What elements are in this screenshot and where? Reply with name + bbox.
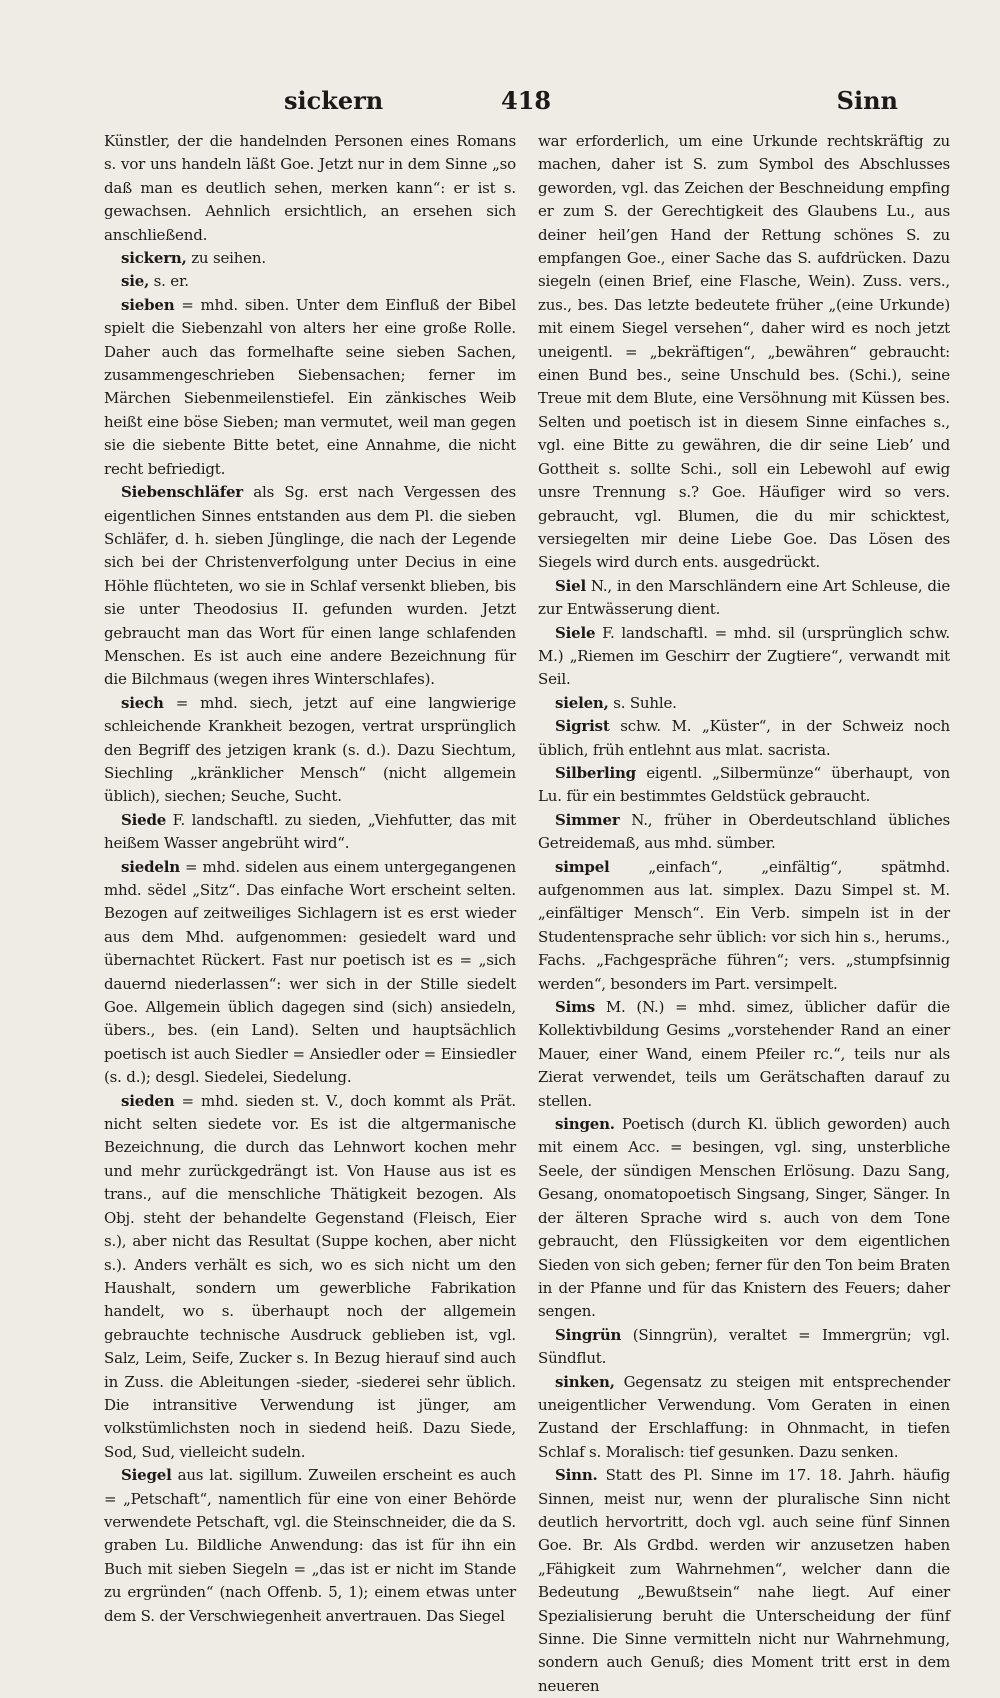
left-column xyxy=(104,130,516,1628)
entry-headword: Simmer xyxy=(555,810,620,829)
running-header xyxy=(106,86,942,126)
entry-text: (Sinngrün), veraltet = Immergrün; vgl. Sündflut. xyxy=(538,1325,950,1368)
left-running-headword: sickern xyxy=(284,86,384,115)
dictionary-entry xyxy=(104,294,516,481)
entry-text: Gegensatz zu steigen mit entsprechender uneigentlicher Verwendung. Vom Geraten in einen Zustand der Erschlaffung: in Ohnmacht, in tiefen Schlaf s. Moralisch: tief gesunken. Dazu senken. xyxy=(538,1372,950,1461)
entry-headword: siech xyxy=(121,693,164,712)
dictionary-entry xyxy=(538,692,950,715)
entry-text: = mhd. sidelen aus einem untergegangenen mhd. sëdel „Sitz“. Das einfache Wort erscheint selten. Bezogen auf zeitweiliges Sichlagern ist es erst wieder aus dem Mhd. aufgenommen: gesiedelt ward und übernachtet Rückert. Fast nur poetisch ist es = „sich dauernd niederlassen“: wer sich in der Stille siedelt Goe. Allgemein üblich dagegen sind (sich) ansiedeln, übers., bes. (ein Land). Selten und hauptsächlich poetisch ist auch Siedler = Ansiedler oder = Einsiedler (s. d.); desgl. Siedelei, Siedelung. xyxy=(104,857,516,1087)
entry-headword: Sims xyxy=(555,998,596,1017)
dictionary-entry xyxy=(104,130,516,247)
entry-headword: singen. xyxy=(555,1115,615,1134)
dictionary-entry xyxy=(104,692,516,809)
dictionary-entry xyxy=(538,1113,950,1324)
right-running-headword: Sinn xyxy=(836,86,898,115)
entry-headword: Siel xyxy=(555,576,586,595)
entry-text: N., in den Marschländern eine Art Schleuse, die zur Entwässerung dient. xyxy=(538,576,950,619)
entry-text: „einfach“, „einfältig“, spätmhd. aufgenommen aus lat. simplex. Dazu Simpel st. M. „einfältiger Mensch“. Ein Verb. simpeln ist in der Studentensprache sehr üblich: vor sich hin s., herums., Fachs. „Fachgespräche führen“; vers. „stumpfsinnig werden“, besonders im Part. versimpelt. xyxy=(538,857,950,993)
dictionary-entry xyxy=(104,1090,516,1465)
entry-text: M. (N.) = mhd. simez, üblicher dafür die Kollektivbildung Gesims „vorstehender Rand an einer Mauer, einer Wand, einem Pfeiler rc.“, teils nur als Zierat verwendet, teils um Gerätschaften darauf zu stellen. xyxy=(538,998,950,1110)
entry-headword: sielen, xyxy=(555,693,609,712)
entry-headword: Siede xyxy=(121,810,167,829)
dictionary-entry xyxy=(104,856,516,1090)
dictionary-entry xyxy=(104,481,516,692)
dictionary-entry xyxy=(104,809,516,856)
entry-headword: Siele xyxy=(555,623,596,642)
entry-text: = mhd. siech, jetzt auf eine langwierige schleichende Krankheit bezogen, vertrat ursprünglich den Begriff des jetzigen krank (s. d.). Dazu Siechtum, Siechling „kränklicher Mensch“ (nicht allgemein üblich), siechen; Seuche, Sucht. xyxy=(104,693,516,806)
entry-text: N., früher in Oberdeutschland übliches Getreidemaß, aus mhd. sümber. xyxy=(538,810,950,853)
entry-headword: simpel xyxy=(555,857,610,876)
entry-headword: Sinn. xyxy=(555,1466,598,1485)
entry-text: als Sg. erst nach Vergessen des eigentlichen Sinnes entstanden aus dem Pl. die sieben Schläfer, d. h. sieben Jünglinge, die nach der Legende sich bei der Christenverfolgung unter Decius in eine Höhle flüchteten, wo sie in Schlaf versenkt blieben, bis sie unter Theodosius II. gefunden wurden. Jetzt gebraucht man das Wort für einen lange schlafenden Menschen. Es ist auch eine andere Bezeichnung für die Bilchmaus (wegen ihres Winterschlafes). xyxy=(104,483,516,689)
dictionary-entry xyxy=(538,856,950,996)
dictionary-entry xyxy=(538,1371,950,1465)
entry-headword: sinken, xyxy=(555,1372,615,1391)
entry-headword: Siegel xyxy=(121,1466,172,1485)
dictionary-entry xyxy=(538,1324,950,1371)
entry-text: F. landschaftl. = mhd. sil (ursprünglich schw. M.) „Riemen im Geschirr der Zugtiere“, verwandt mit Seil. xyxy=(538,623,950,689)
entry-text: war erforderlich, um eine Urkunde rechtskräftig zu machen, daher ist S. zum Symbol des Abschlusses geworden, vgl. das Zeichen der Beschneidung empfing er zum S. der Gerechtigkeit des Glaubens Lu., aus deiner heil’gen Hand der Rettung schönes S. zu empfangen Goe., einer Sache das S. aufdrücken. Dazu siegeln (einen Brief, eine Flasche, Wein). Zuss. vers., zus., bes. Das letzte bedeutete früher „(eine Urkunde) mit einem Siegel versehen“, daher wird es noch jetzt uneigentl. = „bekräftigen“, „bewähren“ gebraucht: einen Bund bes., seine Unschuld bes. (Schi.), seine Treue mit dem Blute, eine Versöhnung mit Küssen bes. Selten und poetisch ist in diesem Sinne einfaches s., vgl. eine Bitte zu gewähren, die dir seine Lieb’ und Gottheit s. sollte Schi., soll ein Lebewohl auf ewig unsre Trennung s.? Goe. Häufiger wird so vers. gebraucht, vgl. Blumen, die du mir schicktest, versiegelten mir deine Liebe Goe. Das Lösen des Siegels wird durch ents. ausgedrückt. xyxy=(538,132,950,572)
entry-headword: Sigrist xyxy=(555,717,610,736)
entry-headword: sieben xyxy=(121,295,175,314)
entry-text: schw. M. „Küster“, in der Schweiz noch üblich, früh entlehnt aus mlat. sacrista. xyxy=(538,717,950,759)
dictionary-entry xyxy=(104,247,516,270)
dictionary-entry xyxy=(538,715,950,762)
dictionary-entry xyxy=(104,1464,516,1628)
entry-text: s. Suhle. xyxy=(608,693,677,712)
entry-text: eigentl. „Silbermünze“ überhaupt, von Lu. für ein bestimmtes Geldstück gebraucht. xyxy=(538,763,950,806)
entry-text: Statt des Pl. Sinne im 17. 18. Jahrh. häufig Sinnen, meist nur, wenn der pluralische Sinn nicht deutlich hervortritt, doch vgl. auch seine fünf Sinnen Goe. Br. Als Grdbd. werden wir anzusetzen haben „Fähigkeit zum Wahrnehmen“, welcher dann die Bedeutung „Bewußtsein“ nahe liegt. Auf einer Spezialisierung beruht die Unterscheidung der fünf Sinne. Die Sinne vermitteln nicht nur Wahrnehmung, sondern auch Genuß; dies Moment tritt erst in dem neueren xyxy=(538,1466,950,1695)
right-column xyxy=(538,130,950,1698)
dictionary-entry xyxy=(538,575,950,622)
dictionary-entry xyxy=(538,1464,950,1698)
entry-headword: sie, xyxy=(121,272,150,291)
entry-text: zu seihen. xyxy=(186,249,266,268)
entry-text: s. er. xyxy=(149,272,189,291)
dictionary-entry xyxy=(538,996,950,1113)
entry-headword: sickern, xyxy=(121,249,187,268)
entry-text: Poetisch (durch Kl. üblich geworden) auch mit einem Acc. = besingen, vgl. sing, unsterbliche Seele, der sündigen Menschen Erlösung. Dazu Sang, Gesang, onomatopoetisch Singsang, Singer, Sänger. In der älteren Sprache wird s. auch von dem Tone gebraucht, den Flüssigkeiten vor dem eigentlichen Sieden von sich geben; ferner für den Ton beim Braten in der Pfanne und für das Knistern des Feuers; daher sengen. xyxy=(538,1115,950,1321)
entry-text: F. landschaftl. zu sieden, „Viehfutter, das mit heißem Wasser angebrüht wird“. xyxy=(104,810,516,853)
entry-text: Künstler, der die handelnden Personen eines Romans s. vor uns handeln läßt Goe. Jetzt nur in dem Sinne „so daß man es deutlich sehen, merken kann“: er ist s. gewachsen. Aehnlich ersichtlich, an ersehen sich anschließend. xyxy=(104,132,516,244)
dictionary-entry xyxy=(538,622,950,692)
entry-text: = mhd. sieden st. V., doch kommt als Prät. nicht selten siedete vor. Es ist die altgermanische Bezeichnung, die durch das Lehnwort kochen mehr und mehr zurückgedrängt ist. Von Hause aus ist es trans., auf die menschliche Thätigkeit bezogen. Als Obj. steht der behandelte Gegenstand (Fleisch, Eier s.), aber nicht das Resultat (Suppe kochen, aber nicht s.). Anders verhält es sich, wo es sich nicht um den Haushalt, sondern um gewerbliche Fabrikation handelt, wo s. überhaupt noch der allgemein gebrauchte technische Ausdruck geblieben ist, vgl. Salz, Leim, Seife, Zucker s. In Bezug hierauf sind auch in Zuss. die Ableitungen -sieder, -siederei sehr üblich. Die intransitive Verwendung ist jünger, am volkstümlichsten noch in siedend heiß. Dazu Siede, Sod, Sud, vielleicht sudeln. xyxy=(104,1091,516,1461)
dictionary-entry xyxy=(538,809,950,856)
entry-headword: sieden xyxy=(121,1091,175,1110)
entry-text: = mhd. siben. Unter dem Einfluß der Bibel spielt die Siebenzahl von alters her eine große Rolle. Daher auch das formelhafte seine sieben Sachen, zusammengeschrieben Siebensachen; ferner im Märchen Siebenmeilenstiefel. Ein zänkisches Weib heißt eine böse Sieben; man vermutet, weil man gegen sie die siebente Bitte betet, eine Annahme, die nicht recht befriedigt. xyxy=(104,295,516,478)
entry-headword: Siebenschläfer xyxy=(121,483,244,502)
entry-text: aus lat. sigillum. Zuweilen erscheint es auch = „Petschaft“, namentlich für eine von einer Behörde verwendete Petschaft, vgl. die Steinschneider, die da S. graben Lu. Bildliche Anwendung: das ist für ihn ein Buch mit sieben Siegeln = „das ist er nicht im Stande zu ergründen“ (nach Offenb. 5, 1); einem etwas unter dem S. der Verschwiegenheit anvertrauen. Das Siegel xyxy=(104,1466,516,1625)
entry-headword: Silberling xyxy=(555,763,636,782)
page-number: 418 xyxy=(501,86,552,115)
dictionary-entry xyxy=(104,270,516,293)
dictionary-entry xyxy=(538,762,950,809)
entry-headword: Singrün xyxy=(555,1325,622,1344)
dictionary-entry xyxy=(538,130,950,575)
entry-headword: siedeln xyxy=(121,857,180,876)
